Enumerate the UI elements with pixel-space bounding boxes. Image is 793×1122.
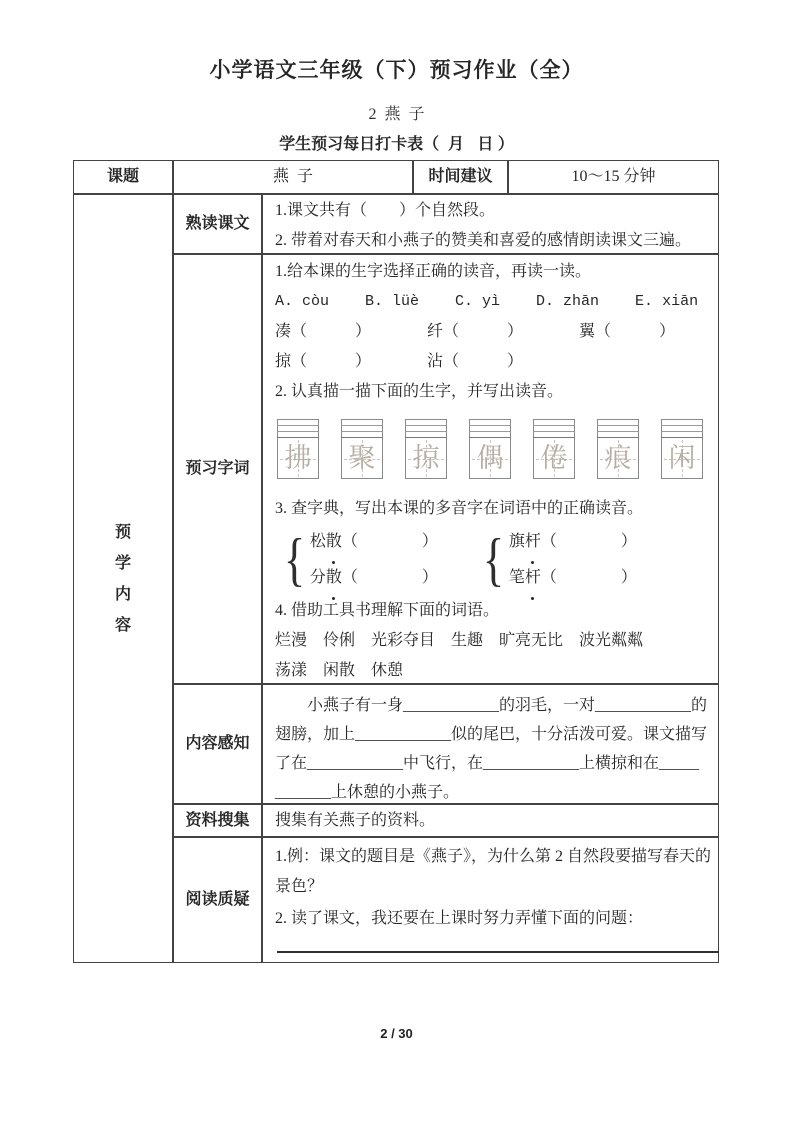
- ms-blank: （ ）: [540, 533, 637, 550]
- tianzige-grid: [278, 438, 318, 479]
- ms-blank: （ ）: [341, 533, 438, 550]
- read-task-1: 1.课文共有（ ）个自然段。: [275, 202, 496, 219]
- fill-line-1: 小燕子有一身____________的羽毛，一对____________的: [275, 697, 708, 714]
- trace-box: [405, 419, 447, 479]
- trace-box-row: [277, 419, 708, 479]
- words-q1: 1.给本课的生字选择正确的读音，再读一读。: [275, 263, 592, 280]
- words-q3: 3. 查字典，写出本课的多音字在词语中的正确读音。: [275, 500, 644, 517]
- time-label-cell: 时间建议: [413, 160, 508, 194]
- tianzige-grid: [342, 438, 382, 479]
- ms-dotted-char: 散: [326, 524, 342, 560]
- trace-char: 痕: [604, 443, 632, 473]
- fill-line-2: 翅膀，加上____________似的尾巴，十分活泼可爱。课文描写: [275, 726, 708, 743]
- multi-sound-item: [310, 524, 438, 560]
- row-label-reading-question: 阅读质疑: [173, 837, 262, 963]
- ms-dotted-char: 散: [326, 560, 342, 596]
- side-label-prep-content: [73, 194, 173, 963]
- side-label-char: 预: [114, 523, 131, 541]
- ms-dotted-char: 杆: [525, 524, 541, 560]
- ms-blank: （ ）: [540, 569, 637, 586]
- topic-label-cell: 课题: [73, 160, 173, 194]
- pinyin-grid: [406, 420, 446, 438]
- trace-box: [277, 419, 319, 479]
- trace-char: 倦: [540, 443, 568, 473]
- side-label-char: 容: [114, 616, 131, 634]
- ms-head: 笔: [508, 569, 525, 586]
- read-task-2: 2. 带着对春天和小燕子的赞美和喜爱的感情朗读课文三遍。: [275, 232, 692, 249]
- prep-table: [73, 160, 719, 963]
- row-label-preview-words: 预习字词: [173, 254, 262, 684]
- pinyin-grid: [278, 420, 318, 438]
- tianzige-grid: [406, 438, 446, 479]
- multi-sound-group-2: [480, 524, 637, 596]
- trace-char: 拂: [284, 443, 312, 473]
- topic-value-cell: 燕 子: [173, 160, 413, 194]
- question-1-line-1: 1.例：课文的题目是《燕子》，为什么第 2 自然段要描写春天的: [275, 848, 712, 865]
- trace-box: [533, 419, 575, 479]
- multi-sound-item: [509, 524, 637, 560]
- question-2: 2. 读了课文，我还要在上课时努力弄懂下面的问题：: [275, 910, 644, 927]
- tianzige-grid: [662, 438, 702, 479]
- row-label-material-collect: 资料搜集: [173, 804, 262, 837]
- trace-char: 闲: [668, 443, 696, 473]
- answer-blank-line: [277, 951, 719, 953]
- left-brace-icon: {: [283, 527, 306, 593]
- trace-char: 聚: [348, 443, 376, 473]
- trace-char: 偶: [476, 443, 504, 473]
- row-label-content-sense: 内容感知: [173, 684, 262, 804]
- match-line-2: 掠（ ） 沾（ ）: [275, 353, 524, 370]
- row-content-material-collect: [262, 804, 719, 837]
- word-list-line-2: 荡漾 闲散 休憩: [275, 662, 404, 679]
- pinyin-grid: [534, 420, 574, 438]
- ms-head: 分: [309, 569, 326, 586]
- multi-sound-item: [509, 560, 637, 596]
- lesson-heading: 2 燕 子: [368, 106, 425, 123]
- trace-box: [341, 419, 383, 479]
- trace-char: 掠: [412, 443, 440, 473]
- multi-sound-group-1: [281, 524, 438, 596]
- pinyin-grid: [662, 420, 702, 438]
- side-label-char: 学: [114, 554, 131, 572]
- pinyin-options: A. còu B. lüè C. yì D. zhān E. xiān: [275, 293, 699, 310]
- tianzige-grid: [598, 438, 638, 479]
- fill-line-4: _______上休憩的小燕子。: [275, 784, 460, 801]
- time-value-cell: 10～15 分钟: [508, 160, 719, 194]
- page-number: 2 / 30: [380, 1026, 413, 1041]
- words-q2: 2. 认真描一描下面的生字，并写出读音。: [275, 383, 564, 400]
- pinyin-grid: [342, 420, 382, 438]
- row-content-content-sense: [262, 684, 719, 804]
- row-label-read-text: 熟读课文: [173, 194, 262, 254]
- pinyin-grid: [470, 420, 510, 438]
- document-title: 小学语文三年级（下）预习作业（全）: [209, 58, 584, 82]
- row-content-preview-words: [262, 254, 719, 684]
- match-line-1: 凑（ ） 纤（ ） 翼（ ）: [275, 323, 676, 340]
- question-1-line-2: 景色？: [275, 878, 324, 895]
- tianzige-grid: [534, 438, 574, 479]
- row-content-read-text: [262, 194, 719, 254]
- collect-task: 搜集有关燕子的资料。: [275, 811, 436, 829]
- words-q4: 4. 借助工具书理解下面的词语。: [275, 602, 500, 619]
- trace-box: [469, 419, 511, 479]
- row-content-reading-question: [262, 837, 719, 963]
- checkin-table-subtitle: 学生预习每日打卡表（ 月 日 ）: [279, 136, 514, 153]
- ms-head: 旗: [508, 533, 525, 550]
- ms-head: 松: [309, 533, 326, 550]
- fill-line-3: 了在____________中飞行，在____________上横掠和在_____: [275, 755, 700, 772]
- ms-blank: （ ）: [341, 569, 438, 586]
- tianzige-grid: [470, 438, 510, 479]
- word-list-line-1: 烂漫 伶俐 光彩夺目 生趣 旷亮无比 波光粼粼: [275, 632, 644, 649]
- ms-dotted-char: 杆: [525, 560, 541, 596]
- trace-box: [597, 419, 639, 479]
- side-label-char: 内: [114, 585, 131, 603]
- multi-sound-row: [281, 524, 708, 596]
- left-brace-icon: {: [482, 527, 505, 593]
- multi-sound-item: [310, 560, 438, 596]
- pinyin-grid: [598, 420, 638, 438]
- trace-box: [661, 419, 703, 479]
